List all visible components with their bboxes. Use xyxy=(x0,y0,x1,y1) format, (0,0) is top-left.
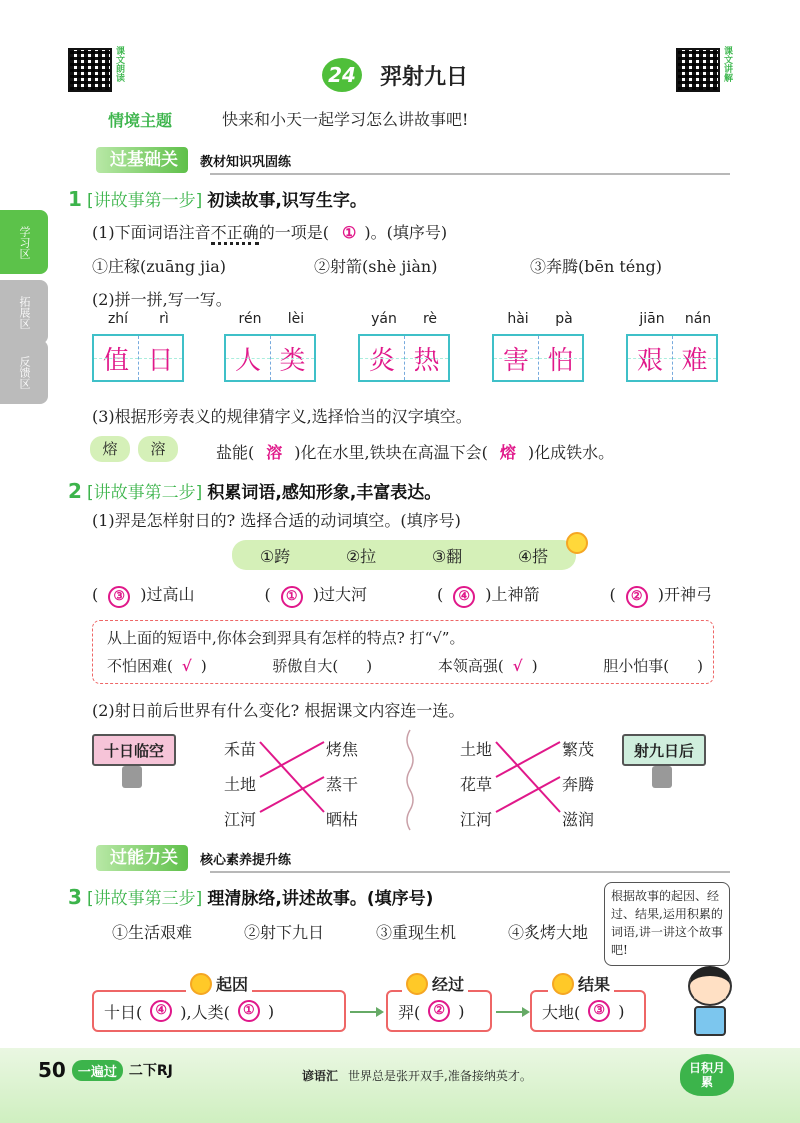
q2-p2-stem: (2)射日前后世界有什么变化? 根据课文内容连一连。 xyxy=(92,701,465,720)
section-ability-subtitle: 核心素养提升练 xyxy=(200,852,292,868)
grid-character[interactable]: 人 xyxy=(226,336,270,380)
verb-fill-item: ( ② )开神弓 xyxy=(610,582,713,608)
grade-label: 二下RJ xyxy=(128,1063,173,1079)
flow-result-box: 大地( ③ ) xyxy=(530,990,646,1032)
divider xyxy=(210,871,730,873)
match-line xyxy=(260,742,324,812)
pinyin-label: zhí xyxy=(107,311,129,327)
vine-divider xyxy=(407,730,413,830)
pinyin-label: lèi xyxy=(287,311,305,327)
match-item[interactable]: 江河 xyxy=(224,810,257,829)
q2-number: 2 xyxy=(68,479,82,503)
sun-icon xyxy=(190,973,212,995)
arrow-icon xyxy=(350,1011,380,1013)
match-item[interactable]: 滋润 xyxy=(562,810,595,829)
page-title: 羿射九日 xyxy=(380,65,469,90)
answer-mark: 溶 xyxy=(266,443,283,462)
pinyin-label: yán xyxy=(371,311,397,327)
page-number: 50 xyxy=(38,1058,66,1082)
q2-p1-stem: (1)羿是怎样射日的? 选择合适的动词填空。(填序号) xyxy=(92,511,461,530)
q3-options xyxy=(112,920,588,943)
verb-fill-item: ( ③ )过高山 xyxy=(92,582,195,608)
series-logo: 一遍过 xyxy=(72,1060,123,1081)
choice-chip: 溶 xyxy=(138,436,178,462)
lesson-number-badge: 24 xyxy=(322,58,362,92)
grid-character[interactable]: 艰 xyxy=(628,336,672,380)
verb-fill-item: ( ④ )上神箭 xyxy=(437,582,540,608)
grid-character[interactable]: 怕 xyxy=(538,336,582,380)
grid-character[interactable]: 害 xyxy=(494,336,538,380)
sun-icon xyxy=(552,973,574,995)
flow-process-box: 羿( ② ) xyxy=(386,990,492,1032)
q1-step: [讲故事第一步] xyxy=(87,191,203,211)
emphasis-dots-text: 不正确 xyxy=(211,223,259,245)
q1-number: 1 xyxy=(68,187,82,211)
choice-chip: 熔 xyxy=(90,436,130,462)
theme-label: 情境主题 xyxy=(108,111,173,130)
sun-icon xyxy=(406,973,428,995)
grid-character[interactable]: 热 xyxy=(404,336,448,380)
pinyin-label: jiān xyxy=(639,311,665,327)
side-tab-feedback[interactable]: 反馈区 xyxy=(0,340,48,404)
pinyin-label: pà xyxy=(555,311,573,327)
grid-character[interactable]: 类 xyxy=(270,336,314,380)
match-item[interactable]: 奔腾 xyxy=(562,775,595,794)
match-item[interactable]: 蒸干 xyxy=(326,775,359,794)
grid-character[interactable]: 日 xyxy=(138,336,182,380)
trait-option[interactable]: 本领高强( √ ) xyxy=(437,657,538,675)
q3-option: ②射下九日 xyxy=(243,923,324,942)
q3-option: ①生活艰难 xyxy=(112,923,193,942)
flow-process-label: 经过 xyxy=(402,972,468,995)
match-item[interactable]: 土地 xyxy=(460,740,493,759)
section-basic-title: 过基础关 xyxy=(96,147,188,173)
pinyin-label: rì xyxy=(159,311,169,327)
trait-check-stem: 从上面的短语中,你体会到羿具有怎样的特点? 打“√”。 xyxy=(107,629,465,647)
verb-option: ②拉 xyxy=(345,546,377,566)
pinyin-label: rè xyxy=(422,311,438,327)
q2-title: 积累词语,感知形象,丰富表达。 xyxy=(207,483,442,503)
q3-step: [讲故事第三步] xyxy=(87,889,203,909)
section-ability-banner xyxy=(96,844,291,872)
match-line xyxy=(496,742,560,812)
q2-step: [讲故事第二步] xyxy=(87,483,203,503)
q1-p3-stem: (3)根据形旁表义的规律猜字义,选择恰当的汉字填空。 xyxy=(92,407,472,426)
match-line xyxy=(260,777,324,812)
sign-before: 十日临空 xyxy=(92,734,176,766)
grid-character[interactable]: 难 xyxy=(672,336,716,380)
side-tab-extend[interactable]: 拓展区 xyxy=(0,280,48,344)
q3-title: 理清脉络,讲述故事。(填序号) xyxy=(207,889,434,909)
footer-page-info xyxy=(6,1056,173,1084)
match-item[interactable]: 土地 xyxy=(224,775,257,794)
q1-title: 初读故事,识写生字。 xyxy=(207,191,367,211)
match-item[interactable]: 繁茂 xyxy=(562,740,595,759)
q1-p2-stem: (2)拼一拼,写一写。 xyxy=(92,290,232,309)
match-item[interactable]: 烤焦 xyxy=(326,740,359,759)
flow-cause-box: 十日( ④ ),人类( ① ) xyxy=(92,990,346,1032)
match-item[interactable]: 禾苗 xyxy=(224,740,257,759)
footer-saying: 谚语汇 世界总是张开双手,准备接纳英才。 xyxy=(302,1069,532,1083)
trait-option[interactable]: 不怕困难( √ ) xyxy=(107,657,207,675)
match-line xyxy=(496,777,560,812)
verb-option: ④搭 xyxy=(517,546,549,566)
sign-after: 射九日后 xyxy=(622,734,706,766)
q1-p1-stem: (1)下面词语注音不正确的一项是( ① )。(填序号) xyxy=(92,220,447,243)
match-item[interactable]: 江河 xyxy=(460,810,493,829)
section-basic-subtitle: 教材知识巩固练 xyxy=(200,154,292,170)
trait-option[interactable]: 骄傲自大( ) xyxy=(272,657,373,675)
pinyin-label: nán xyxy=(684,311,712,327)
verb-option: ①跨 xyxy=(259,546,291,566)
match-item[interactable]: 晒枯 xyxy=(326,810,359,829)
grid-character[interactable]: 炎 xyxy=(360,336,404,380)
theme-text: 快来和小天一起学习怎么讲故事吧! xyxy=(222,110,469,129)
q3-option: ④炙烤大地 xyxy=(507,923,588,942)
q1-p1-option-2: ②射箭(shè jiàn) xyxy=(314,257,438,276)
trait-option[interactable]: 胆小怕事( ) xyxy=(603,657,703,675)
qr-caption-left: 课文朗读 xyxy=(114,46,124,82)
match-item[interactable]: 花草 xyxy=(460,775,493,794)
verb-fill-item: ( ① )过大河 xyxy=(265,582,368,608)
q3-option: ③重现生机 xyxy=(375,923,456,942)
flow-cause-label: 起因 xyxy=(186,972,252,995)
flow-result-label: 结果 xyxy=(548,972,614,995)
arrow-icon xyxy=(496,1011,526,1013)
speech-bubble: 根据故事的起因、经过、结果,运用积累的词语,讲一讲这个故事吧! xyxy=(604,882,730,966)
answer-mark: ① xyxy=(342,223,357,242)
q3-number: 3 xyxy=(68,885,82,909)
side-tab-study[interactable]: 学习区 xyxy=(0,210,48,274)
match-line xyxy=(260,742,324,777)
pinyin-label: hài xyxy=(507,311,529,327)
qr-caption-right: 课文讲解 xyxy=(722,46,732,82)
q1-p1-option-3: ③奔腾(bēn téng) xyxy=(530,257,663,276)
q1-p3-sentence: 盐能( 溶 )化在水里,铁块在高温下会( 熔 )化成铁水。 xyxy=(216,443,615,462)
verb-option: ③翻 xyxy=(431,546,463,566)
answer-mark: 熔 xyxy=(499,443,516,462)
pinyin-label: rén xyxy=(238,311,262,327)
match-line xyxy=(496,742,560,777)
section-ability-title: 过能力关 xyxy=(96,845,188,871)
boy-character-icon xyxy=(680,966,740,1046)
q1-p1-option-1: ①庄稼(zuāng jia) xyxy=(92,257,227,276)
grid-character[interactable]: 值 xyxy=(94,336,138,380)
q3-heading xyxy=(68,884,433,909)
daily-badge: 日积月累 xyxy=(680,1054,734,1096)
